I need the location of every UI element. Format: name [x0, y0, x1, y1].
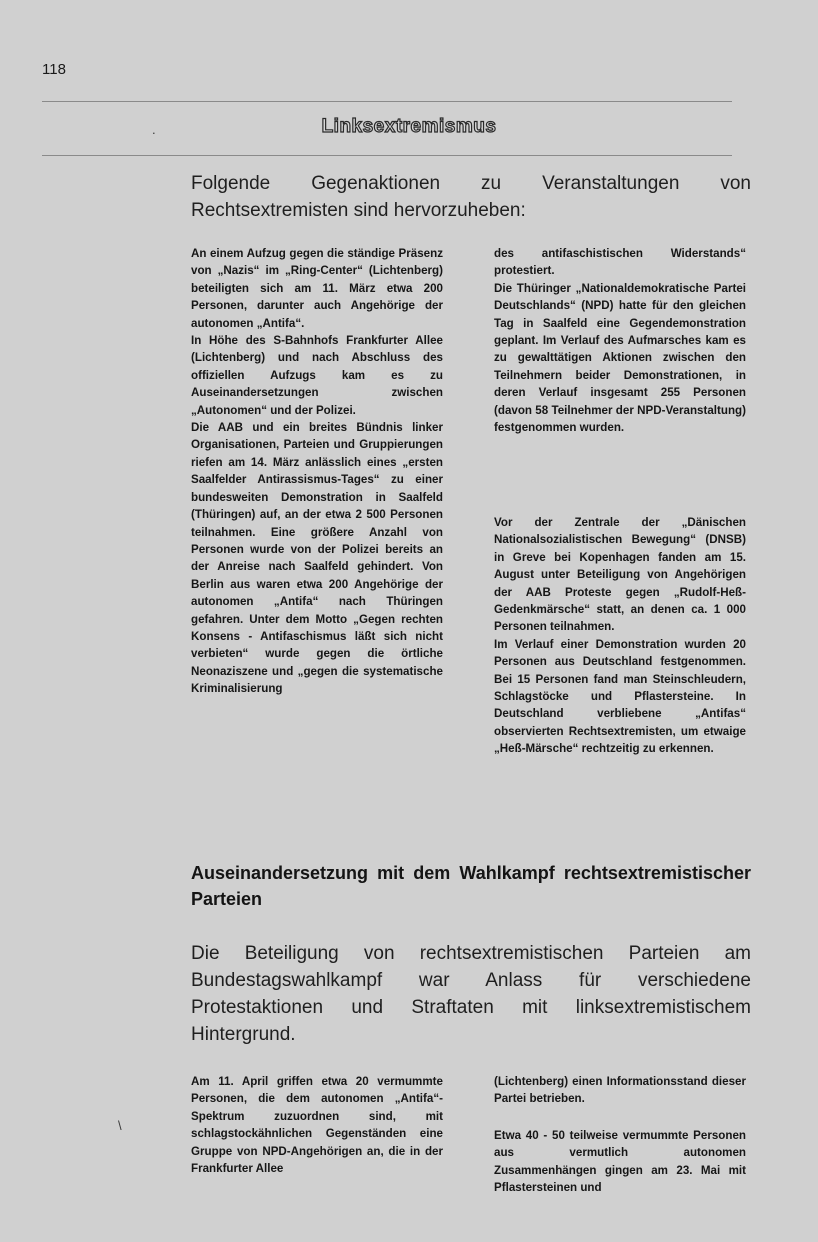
- right-column-1-top: [494, 245, 746, 436]
- paragraph: des antifaschistischen Widerstands“ protestiert.: [494, 247, 746, 278]
- section-header: Linksextremismus: [321, 116, 497, 137]
- intro-paragraph-2: Die Beteiligung von rechtsextremistischen Parteien am Bundestagswahlkampf war Anlass für verschiedene Protestaktionen und Straftaten mit linksextremistischem Hintergrund.: [191, 943, 751, 1045]
- subheading: Auseinandersetzung mit dem Wahlkampf rechtsextremistischer Parteien: [191, 863, 751, 909]
- left-column-1: [191, 245, 443, 698]
- paragraph: Etwa 40 - 50 teilweise vermummte Personen aus vermutlich autonomen Zusammenhängen gingen am 23. Mai mit Pflastersteinen und: [494, 1129, 746, 1195]
- scan-mark: .: [152, 122, 156, 137]
- intro-paragraph: Folgende Gegenaktionen zu Veranstaltungen von Rechtsextremisten sind hervorzuheben:: [191, 173, 751, 221]
- page-number: 118: [42, 61, 66, 78]
- right-column-2-bottom: [494, 1127, 746, 1197]
- paragraph: In Höhe des S-Bahnhofs Frankfurter Allee (Lichtenberg) und nach Abschluss des offiziellen Aufzugs kam es zu Auseinandersetzungen zwischen „Autonomen“ und der Polizei.: [191, 334, 443, 417]
- paragraph: An einem Aufzug gegen die ständige Präsenz von „Nazis“ im „Ring-Center“ (Lichtenberg) beteiligten sich am 11. März etwa 200 Personen, darunter auch Angehörige der autonomen „Antifa“.: [191, 247, 443, 330]
- left-column-2: [191, 1073, 443, 1177]
- paragraph: Die AAB und ein breites Bündnis linker Organisationen, Parteien und Gruppierungen riefen am 14. März anlässlich eines „ersten Saalfelder Antirassismus-Tages“ zu einer bundesweiten Demonstration in Saalfeld (Thüringen) auf, an der etwa 2 500 Personen teilnahmen. Eine größere Anzahl von Personen wurde von der Polizei bereits an der Anreise nach Saalfeld gehindert. Von Berlin aus waren etwa 200 Angehörige der autonomen „Antifa“ nach Thüringen gefahren. Unter dem Motto „Gegen rechten Konsens - Antifaschismus läßt sich nicht verbieten“ wurde gegen die örtliche Neonaziszene und „gegen die systematische Kriminalisierung: [191, 421, 443, 696]
- paragraph: Vor der Zentrale der „Dänischen Nationalsozialistischen Bewegung“ (DNSB) in Greve bei Kopenhagen fanden am 15. August unter Beteiligung von Angehörigen der AAB Proteste gegen „Rudolf-Heß-Gedenkmärsche“ statt, an denen ca. 1 000 Personen teilnahmen.: [494, 516, 746, 634]
- paragraph: Die Thüringer „Nationaldemokratische Partei Deutschlands“ (NPD) hatte für den gleichen Tag in Saalfeld eine Gegendemonstration geplant. Im Verlauf des Aufmarsches kam es zu gewalttätigen Aktionen zwischen den Teilnehmern beider Demonstrationen, in deren Verlauf insgesamt 255 Personen (davon 58 Teilnehmer der NPD-Veranstaltung) festgenommen wurden.: [494, 281, 746, 435]
- header-rule-top: [42, 101, 732, 102]
- right-column-1-bottom: [494, 514, 746, 758]
- right-column-2-top: [494, 1073, 746, 1108]
- paragraph: Am 11. April griffen etwa 20 vermummte Personen, die dem autonomen „Antifa“-Spektrum zuzuordnen sind, mit schlagstockähnlichen Gegenständen eine Gruppe von NPD-Angehörigen an, die in der Frankfurter Allee: [191, 1075, 443, 1176]
- paragraph: Im Verlauf einer Demonstration wurden 20 Personen aus Deutschland festgenommen. Bei 15 Personen fand man Steinschleudern, Schlagstöcke und Pflastersteine. In Deutschland verbliebene „Antifas“ observierten Rechtsextremisten, um etwaige „Heß-Märsche“ rechtzeitig zu erkennen.: [494, 637, 746, 756]
- header-rule-bottom: [42, 155, 732, 156]
- paragraph: (Lichtenberg) einen Informationsstand dieser Partei betrieben.: [494, 1075, 746, 1106]
- scan-mark-2: \: [118, 1118, 122, 1133]
